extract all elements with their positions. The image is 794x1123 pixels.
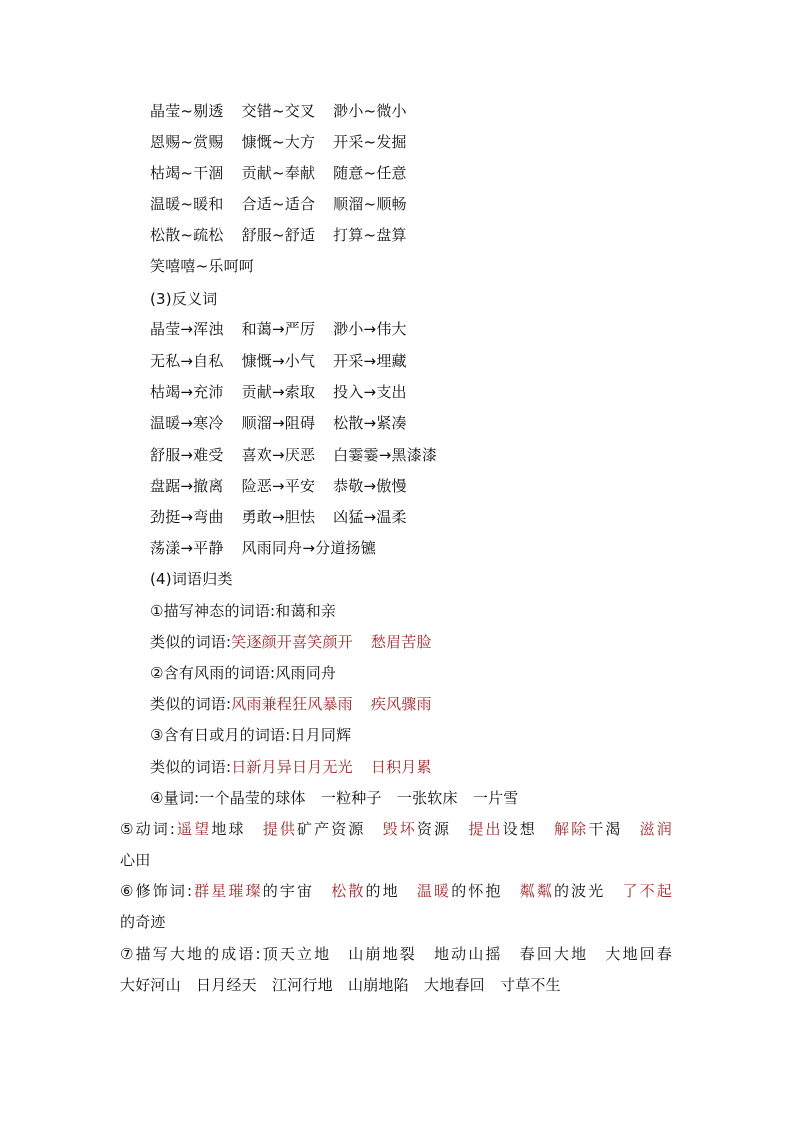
synonym-pair: 合适~适合 [241, 195, 316, 213]
modified: 的怀抱 [451, 882, 503, 900]
modified: 的奇迹 [120, 913, 166, 931]
item-4: ④量词:一个晶莹的球体 一粒种子 一张软床 一片雪 [150, 789, 519, 807]
object: 地球 [211, 820, 246, 838]
antonym-row [150, 537, 376, 559]
synonym-row [150, 255, 254, 277]
synonym-pair: 恩赐~赏赐 [150, 133, 224, 151]
similar-word: 愁眉苦脸 [370, 633, 432, 651]
antonym-pair: 喜欢→厌恶 [241, 446, 316, 464]
antonym-pair: 风雨同舟→分道扬镳 [241, 539, 376, 557]
verb: 提供 [262, 820, 297, 838]
similar-label: 类似的词语: [150, 633, 232, 651]
similar-label: 类似的词语: [150, 695, 232, 713]
antonym-pair: 慷慨→小气 [241, 352, 316, 370]
similar-word: 风雨兼程 [231, 695, 293, 713]
antonym-pair: 枯竭→充沛 [150, 383, 224, 401]
antonym-pair: 和蔼→严厉 [241, 320, 316, 338]
synonym-row [150, 224, 407, 246]
antonym-pair: 松散→紧凑 [333, 414, 407, 432]
item-3-similar [150, 756, 432, 778]
verb: 毁坏 [382, 820, 417, 838]
antonym-pair: 开采→埋藏 [333, 352, 407, 370]
antonym-pair: 劲挺→弯曲 [150, 508, 224, 526]
synonym-row [150, 131, 407, 153]
modifier: 松散 [331, 882, 366, 900]
antonym-pair: 勇敢→胆怯 [241, 508, 316, 526]
similar-word: 日新月异 [231, 758, 293, 776]
classify-heading: (4)词语归类 [150, 570, 233, 588]
modifier: 温暖 [416, 882, 452, 900]
synonym-pair: 打算~盘算 [333, 226, 407, 244]
synonym-row [150, 100, 407, 122]
item-3: ③含有日或月的词语:日月同辉 [150, 726, 352, 744]
antonym-row [150, 444, 437, 466]
similar-word: 喜笑颜开 [292, 633, 353, 651]
similar-word: 狂风暴雨 [292, 695, 353, 713]
synonym-pair: 松散~疏松 [150, 226, 224, 244]
synonym-row [150, 193, 407, 215]
synonym-pair: 枯竭~干涸 [150, 164, 224, 182]
object: 心田 [120, 851, 151, 869]
antonym-pair: 晶莹→浑浊 [150, 320, 224, 338]
synonym-pair: 贡献~奉献 [241, 164, 316, 182]
synonym-pair: 交错~交叉 [241, 102, 316, 120]
synonym-pair: 舒服~舒适 [241, 226, 316, 244]
verb: 滋润 [639, 820, 673, 838]
synonym-pair: 开采~发掘 [333, 133, 407, 151]
synonym-pair: 渺小~微小 [333, 102, 407, 120]
antonym-row [150, 381, 407, 403]
object: 干渴 [588, 820, 623, 838]
item-1: ①描写神态的词语:和蔼和亲 [150, 602, 337, 620]
modifier: 了不起 [622, 882, 673, 900]
verb: 遥望 [175, 820, 212, 838]
antonym-pair: 无私→自私 [150, 352, 224, 370]
similar-word: 日积月累 [370, 758, 432, 776]
synonym-pair: 晶莹~剔透 [150, 102, 224, 120]
item-5-line-2 [120, 849, 150, 871]
modified: 的宇宙 [262, 882, 315, 900]
modified: 的地 [365, 882, 400, 900]
synonym-pair: 笑嘻嘻~乐呵呵 [150, 257, 254, 275]
antonym-pair: 白霎霎→黑漆漆 [333, 446, 438, 464]
synonym-pair: 顺溜~顺畅 [333, 195, 407, 213]
object: 资源 [416, 820, 452, 838]
antonym-row [150, 506, 407, 528]
antonym-pair: 贡献→索取 [241, 383, 316, 401]
synonym-pair: 慷慨~大方 [241, 133, 316, 151]
antonym-pair: 恭敬→傲慢 [333, 477, 407, 495]
antonym-pair: 温暖→寒冷 [150, 414, 224, 432]
antonym-row [150, 318, 407, 340]
modifier: 粼粼 [519, 882, 554, 900]
synonym-pair: 随意~任意 [333, 164, 407, 182]
antonym-pair: 盘踞→撤离 [150, 477, 224, 495]
synonym-row [150, 162, 407, 184]
antonym-pair: 凶猛→温柔 [333, 508, 407, 526]
similar-word: 笑逐颜开 [231, 633, 293, 651]
item-2-similar [150, 693, 432, 715]
item-1-similar [150, 631, 432, 653]
similar-label: 类似的词语: [150, 758, 232, 776]
object: 设想 [502, 820, 537, 838]
antonym-pair: 投入→支出 [333, 383, 407, 401]
object: 矿产资源 [296, 820, 366, 838]
antonym-row [150, 475, 407, 497]
item-6-line-1 [120, 880, 672, 902]
item-7-line-2: 大好河山 日月经天 江河行地 山崩地陷 大地春回 寸草不生 [120, 976, 561, 994]
antonym-pair: 荡漾→平静 [150, 539, 224, 557]
similar-word: 日月无光 [292, 758, 353, 776]
verb: 解除 [554, 820, 589, 838]
item-6-label: ⑥修饰词: [120, 882, 193, 900]
item-6-line-2 [120, 911, 166, 933]
antonym-pair: 舒服→难受 [150, 446, 224, 464]
antonym-row [150, 412, 407, 434]
antonym-heading: (3)反义词 [150, 290, 218, 308]
item-2: ②含有风雨的词语:风雨同舟 [150, 664, 337, 682]
modifier: 群星璀璨 [192, 882, 263, 900]
antonym-pair: 顺溜→阻碍 [241, 414, 316, 432]
antonym-pair: 险恶→平安 [241, 477, 316, 495]
synonym-pair: 温暖~暖和 [150, 195, 224, 213]
verb: 提出 [468, 820, 503, 838]
item-5-label: ⑤动词: [120, 820, 176, 838]
antonym-row [150, 350, 407, 372]
similar-word: 疾风骤雨 [370, 695, 432, 713]
item-7-line-1: ⑦描写大地的成语:顶天立地 山崩地裂 地动山摇 春回大地 大地回春 [120, 945, 672, 963]
antonym-pair: 渺小→伟大 [333, 320, 407, 338]
item-5-line-1 [120, 818, 672, 840]
modified: 的波光 [554, 882, 606, 900]
